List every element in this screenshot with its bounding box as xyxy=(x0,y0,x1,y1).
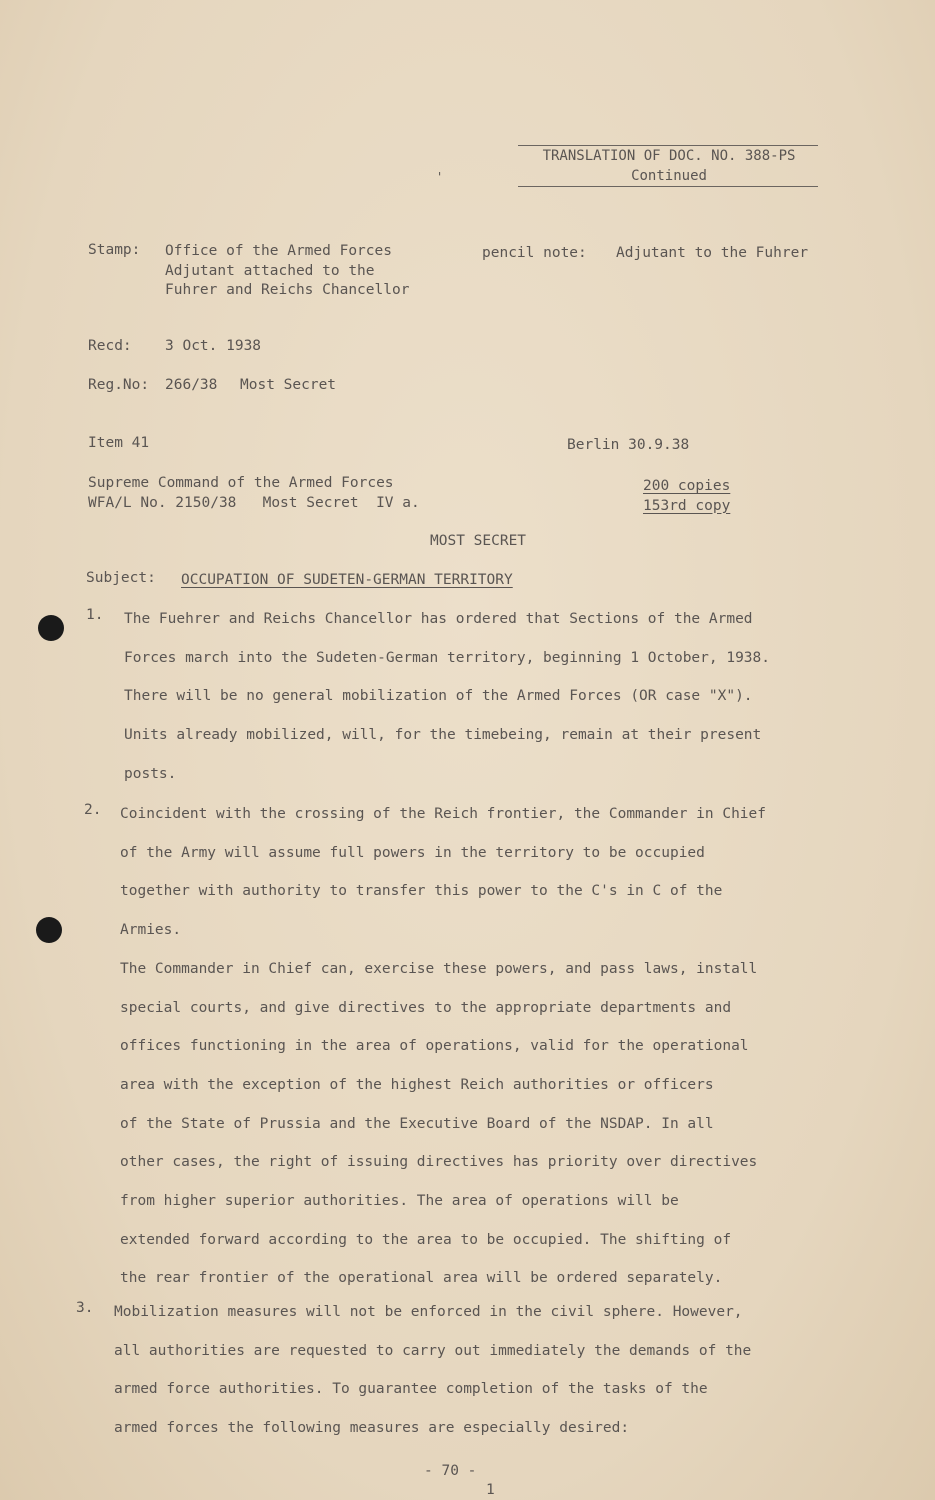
paragraph-line: offices functioning in the area of operations, valid for the operational xyxy=(120,1038,749,1055)
recd-label: Recd: xyxy=(88,338,132,354)
recd-date: 3 Oct. 1938 xyxy=(165,338,262,354)
paragraph-line: Mobilization measures will not be enforced in the civil sphere. However, xyxy=(114,1304,743,1320)
header-subtitle: Continued xyxy=(631,168,707,184)
stamp-line: Office of the Armed Forces xyxy=(165,243,392,259)
paragraph-line: extended forward according to the area to be occupied. The shifting of xyxy=(120,1231,732,1248)
paragraph-line: armed force authorities. To guarantee completion of the tasks of the xyxy=(114,1381,708,1398)
subject-text: OCCUPATION OF SUDETEN-GERMAN TERRITORY xyxy=(181,572,513,588)
paragraph-line: Units already mobilized, will, for the timebeing, remain at their present xyxy=(124,727,762,744)
paragraph-line: The Fuehrer and Reichs Chancellor has ordered that Sections of the Armed xyxy=(124,611,753,627)
paragraph-line: special courts, and give directives to the appropriate departments and xyxy=(120,999,732,1016)
stamp-line: Fuhrer and Reichs Chancellor xyxy=(165,282,410,298)
stray-mark: ' xyxy=(436,170,444,184)
pencil-note-label: pencil note: xyxy=(482,245,587,261)
copies-count: 200 copies xyxy=(643,478,731,494)
paragraph-line: all authorities are requested to carry out immediately the demands of the xyxy=(114,1342,752,1359)
paragraph-line: Armies. xyxy=(120,922,182,939)
binder-hole xyxy=(36,917,62,943)
copies-block xyxy=(643,477,730,516)
paragraph-line: area with the exception of the highest Reich authorities or officers xyxy=(120,1076,714,1093)
binder-hole xyxy=(38,615,64,641)
place-date: Berlin 30.9.38 xyxy=(567,437,690,453)
paragraph-line: from higher superior authorities. The area of operations will be xyxy=(120,1193,679,1210)
paragraph-1 xyxy=(124,600,770,794)
paragraph-line: other cases, the right of issuing directives has priority over directives xyxy=(120,1154,758,1171)
paragraph-line: armed forces the following measures are especially desired: xyxy=(114,1420,630,1437)
sender-line: Supreme Command of the Armed Forces xyxy=(88,475,394,491)
header-title: TRANSLATION OF DOC. NO. 388-PS xyxy=(542,148,796,164)
page-number: - 70 - xyxy=(424,1463,477,1479)
sender-reference: WFA/L No. 2150/38 Most Secret IV a. xyxy=(88,494,420,511)
paragraph-number: 2. xyxy=(84,802,102,818)
paragraph-2 xyxy=(120,795,766,1298)
paragraph-line: Coincident with the crossing of the Reich frontier, the Commander in Chief xyxy=(120,806,767,822)
sender-block xyxy=(88,474,420,513)
copy-number: 153rd copy xyxy=(643,497,731,514)
header-bottom-rule xyxy=(518,186,818,187)
classification-heading: MOST SECRET xyxy=(430,533,527,549)
reg-label: Reg.No: xyxy=(88,377,150,393)
paragraph-line: of the State of Prussia and the Executive Board of the NSDAP. In all xyxy=(120,1115,714,1132)
paragraph-number: 1. xyxy=(86,607,104,623)
paragraph-line: Forces march into the Sudeten-German territory, beginning 1 October, 1938. xyxy=(124,649,771,666)
footer-mark: 1 xyxy=(486,1482,495,1498)
paragraph-line: the rear frontier of the operational area will be ordered separately. xyxy=(120,1270,723,1287)
paragraph-line: of the Army will assume full powers in the territory to be occupied xyxy=(120,844,705,861)
paragraph-number: 3. xyxy=(76,1300,94,1316)
paragraph-line: There will be no general mobilization of the Armed Forces (OR case "X"). xyxy=(124,688,753,705)
item-label: Item 41 xyxy=(88,435,150,451)
paragraph-3 xyxy=(114,1293,751,1448)
pencil-note-text: Adjutant to the Fuhrer xyxy=(616,245,809,261)
translation-header xyxy=(518,145,820,187)
stamp-text xyxy=(165,242,409,301)
paragraph-line: together with authority to transfer this power to the C's in C of the xyxy=(120,883,723,900)
subject-label: Subject: xyxy=(86,570,156,586)
reg-number: 266/38 xyxy=(165,377,218,393)
stamp-line: Adjutant attached to the xyxy=(165,262,375,279)
stamp-label: Stamp: xyxy=(88,242,141,258)
paragraph-line: The Commander in Chief can, exercise these powers, and pass laws, install xyxy=(120,960,758,977)
paragraph-line: posts. xyxy=(124,765,177,782)
reg-classification: Most Secret xyxy=(240,377,337,393)
